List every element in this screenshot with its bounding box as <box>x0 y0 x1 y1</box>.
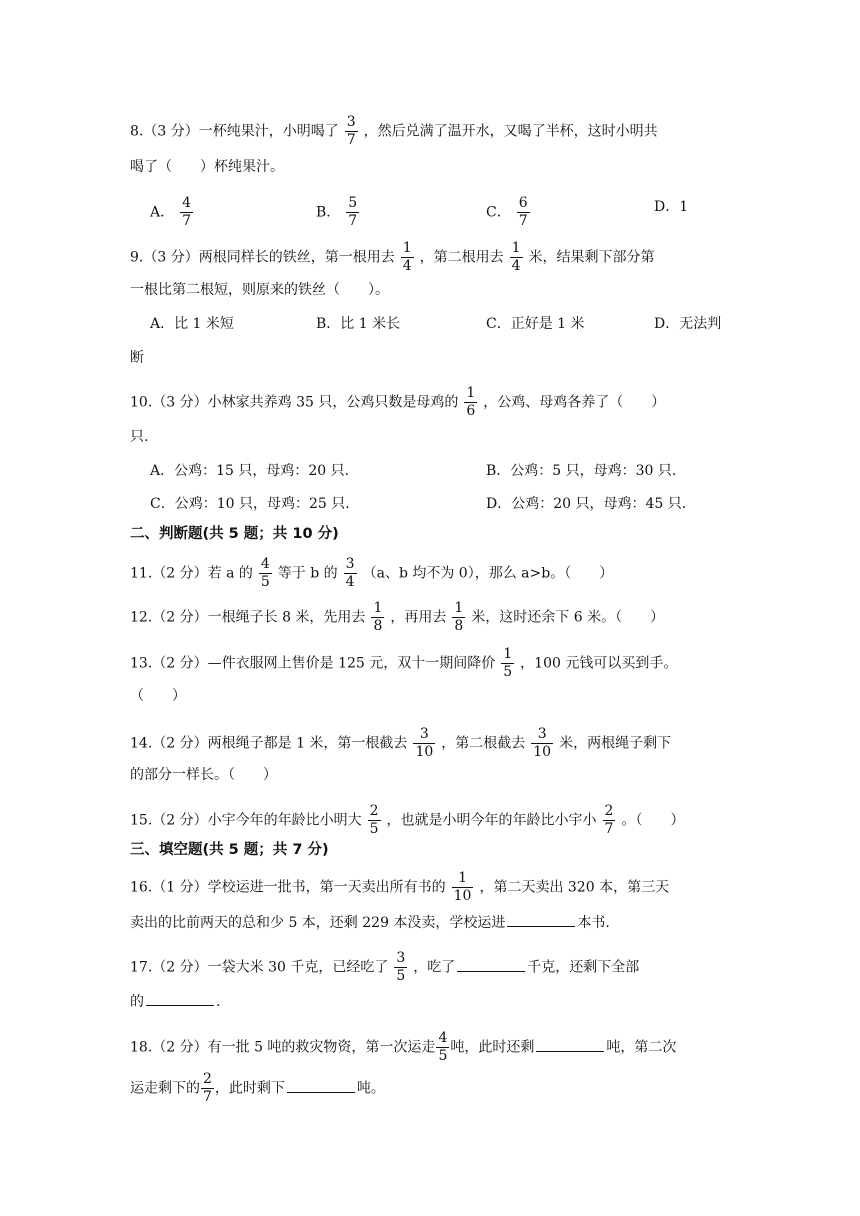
fraction: $\frac{4}{5}$ <box>260 556 270 590</box>
answer-blank[interactable] <box>507 912 575 927</box>
fraction: $\frac{4}{7}$ <box>182 195 192 229</box>
fraction: $\frac{3}{7}$ <box>346 114 356 148</box>
fraction: $\frac{1}{4}$ <box>511 240 521 274</box>
q8-line1 <box>130 114 658 149</box>
q8-text-b: ，然后兑满了温开水，又喝了半杯，这时小明共 <box>363 123 658 140</box>
fraction: $\frac{3}{4}$ <box>345 556 355 590</box>
q18-line2: 运走剩下的 $\frac{2}{7}$ ，此时剩下 吨。 <box>130 1071 385 1105</box>
q9-option-d: D．无法判 <box>654 316 722 332</box>
q10-option-d: D．公鸡：20 只，母鸡：45 只. <box>486 496 687 512</box>
answer-blank[interactable] <box>146 991 214 1006</box>
q9-option-b: B．比 1 米长 <box>316 316 401 332</box>
fraction: $\frac{6}{7}$ <box>518 195 528 229</box>
answer-blank[interactable] <box>457 957 525 972</box>
answer-blank[interactable] <box>536 1037 604 1052</box>
q8-text-a: 8.（3 分）一杯纯果汁，小明喝了 <box>130 123 339 140</box>
fraction: $\frac{1}{4}$ <box>402 240 412 274</box>
q9-option-a: A．比 1 米短 <box>150 316 234 332</box>
q8-option-c: C． $\frac{6}{7}$ <box>486 195 528 229</box>
q16-line1: 16.（1 分）学校运进一批书，第一天卖出所有书的 $\frac{1}{10}$ ，第二天卖出 320 本，第三天 <box>130 870 670 904</box>
fraction: $\frac{1}{10}$ <box>453 870 472 904</box>
q10-option-a: A．公鸡：15 只，母鸡：20 只. <box>150 463 350 479</box>
q8-option-a: A． $\frac{4}{7}$ <box>150 195 192 229</box>
q13-line1: 13.（2 分）—件衣服网上售价是 125 元，双十一期间降价 $\frac{1}{5}$ ，100 元钱可以买到手。 <box>130 646 678 680</box>
q9-line2: 一根比第二根短，则原来的铁丝（ ）。 <box>130 282 389 298</box>
fraction: $\frac{2}{7}$ <box>604 803 614 837</box>
fraction: $\frac{1}{5}$ <box>503 646 513 680</box>
fraction: $\frac{3}{10}$ <box>415 726 434 760</box>
fraction: $\frac{3}{10}$ <box>533 726 552 760</box>
q12-line1: 12.（2 分）一根绳子长 8 米，先用去 $\frac{1}{8}$ ，再用去 $\frac{1}{8}$ 米，这时还余下 6 米。（ ） <box>130 600 665 634</box>
fraction: $\frac{2}{5}$ <box>369 803 379 837</box>
q8-line2: 喝了（ ）杯纯果汁。 <box>130 159 284 175</box>
fraction: $\frac{2}{7}$ <box>203 1071 212 1105</box>
q16-line2: 卖出的比前两天的总和少 5 本，还剩 229 本没卖，学校运进 本书. <box>130 912 610 933</box>
q14-line2: 的部分一样长。（ ） <box>130 767 277 783</box>
q8-option-b: B． $\frac{5}{7}$ <box>316 195 358 229</box>
q10-option-c: C．公鸡：10 只，母鸡：25 只. <box>150 496 350 512</box>
section-heading-judgement: 二、判断题(共 5 题；共 10 分) <box>130 526 339 542</box>
q10-option-b: B．公鸡：5 只，母鸡：30 只. <box>486 463 677 479</box>
q17-line2: 的 . <box>130 991 220 1012</box>
fraction: $\frac{1}{6}$ <box>466 385 476 419</box>
q15-line1: 15.（2 分）小宇今年的年龄比小明大 $\frac{2}{5}$ ，也就是小明今年的年龄比小宇小 $\frac{2}{7}$ 。（ ） <box>130 803 685 837</box>
q10-line2: 只. <box>130 429 149 445</box>
q9-option-c: C．正好是 1 米 <box>486 316 585 332</box>
fraction: $\frac{3}{5}$ <box>396 950 406 984</box>
q9-line1: 9.（3 分）两根同样长的铁丝，第一根用去 $\frac{1}{4}$ ，第二根用去 $\frac{1}{4}$ 米，结果剩下部分第 <box>130 240 655 274</box>
fraction: $\frac{1}{8}$ <box>454 600 464 634</box>
q10-line1: 10.（3 分）小林家共养鸡 35 只，公鸡只数是母鸡的 $\frac{1}{6}$ ，公鸡、母鸡各养了（ ） <box>130 385 666 419</box>
q18-line1: 18.（2 分）有一批 5 吨的救灾物资，第一次运走 $\frac{4}{5}$ 吨，此时还剩 吨，第二次 <box>130 1030 677 1064</box>
q11-line1: 11.（2 分）若 a 的 $\frac{4}{5}$ 等于 b 的 $\frac{3}{4}$ （a、b 均不为 0），那么 a>b。（ ） <box>130 556 614 590</box>
section-heading-fill-blank: 三、填空题(共 5 题；共 7 分) <box>130 842 329 858</box>
fraction: $\frac{5}{7}$ <box>348 195 358 229</box>
q17-line1: 17.（2 分）一袋大米 30 千克，已经吃了 $\frac{3}{5}$ ，吃了 千克，还剩下全部 <box>130 950 640 984</box>
fraction: $\frac{4}{5}$ <box>438 1030 448 1064</box>
answer-blank[interactable] <box>287 1078 355 1093</box>
q14-line1: 14.（2 分）两根绳子都是 1 米，第一根截去 $\frac{3}{10}$ ，第二根截去 $\frac{3}{10}$ 米，两根绳子剩下 <box>130 726 672 760</box>
q13-line2: （ ） <box>130 688 186 704</box>
q9-option-d-cont: 断 <box>130 350 144 366</box>
fraction: $\frac{1}{8}$ <box>373 600 383 634</box>
q8-option-d: D．1 <box>654 199 689 215</box>
